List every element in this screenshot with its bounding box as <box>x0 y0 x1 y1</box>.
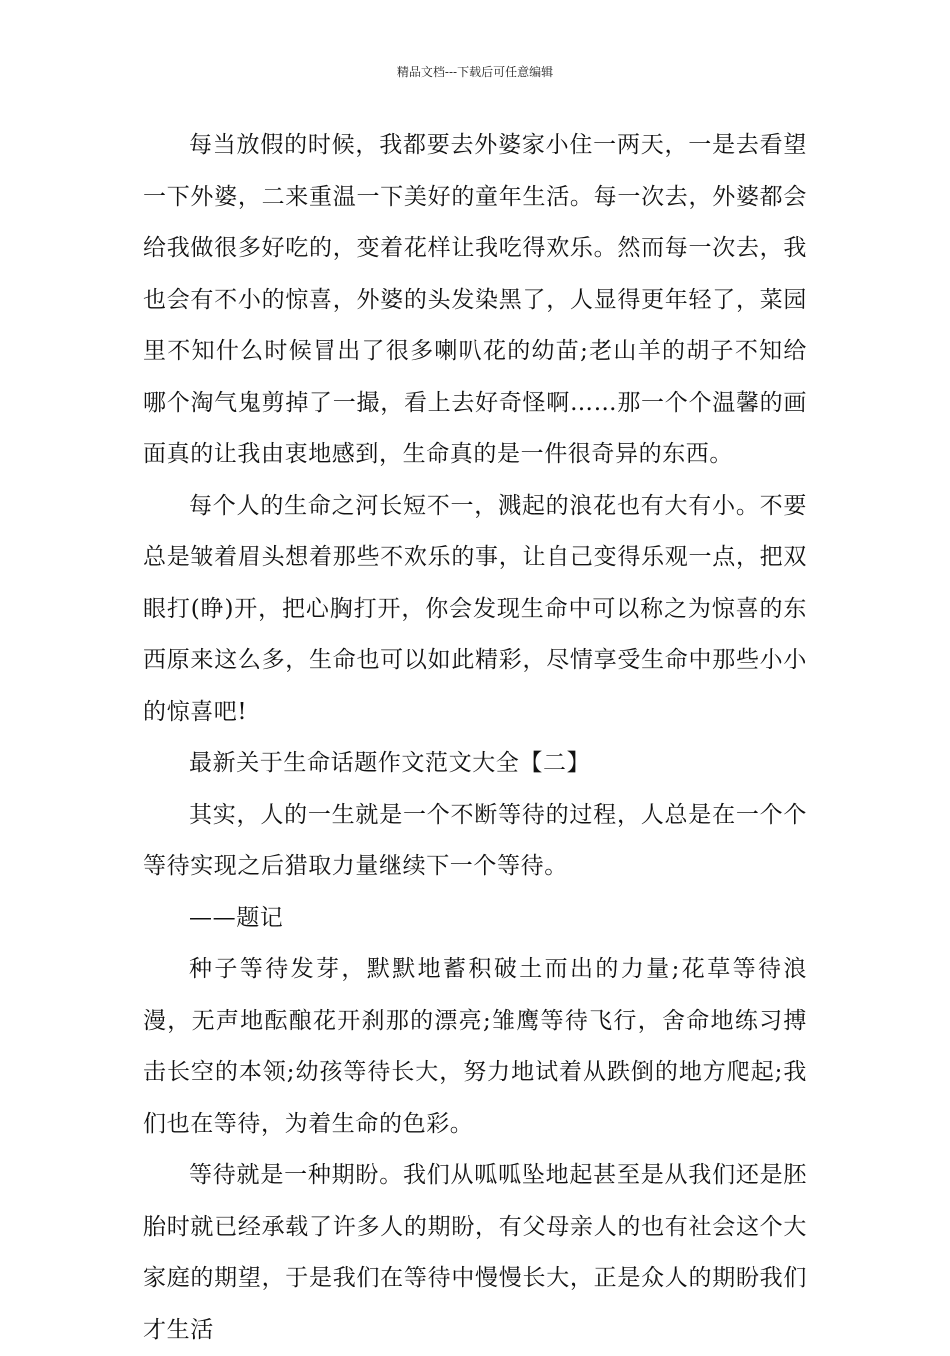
paragraph-river-of-life: 每个人的生命之河长短不一，溅起的浪花也有大有小。不要总是皱着眉头想着那些不欢乐的事，让自己变得乐观一点，把双眼打(睁)开，把心胸打开，你会发现生命中可以称之为惊喜的东西原来这么多，生命也可以如此精彩，尽情享受生命中那些小小的惊喜吧! <box>143 492 807 725</box>
page-header: 精品文档---下载后可任意编辑 <box>396 65 554 79</box>
paragraph-waiting-examples: 种子等待发芽，默默地蓄积破土而出的力量;花草等待浪漫，无声地酝酿花开刹那的漂亮;雏鹰等待飞行，舍命地练习搏击长空的本领;幼孩等待长大，努力地试着从跌倒的地方爬起;我们也在等待，为着生命的色彩。 <box>143 956 807 1137</box>
section-heading: 最新关于生命话题作文范文大全【二】 <box>189 750 591 776</box>
paragraph-grandma-visits: 每当放假的时候，我都要去外婆家小住一两天，一是去看望一下外婆，二来重温一下美好的童年生活。每一次去，外婆都会给我做很多好吃的，变着花样让我吃得欢乐。然而每一次去，我也会有不小的惊喜，外婆的头发染黑了，人显得更年轻了，菜园里不知什么时候冒出了很多喇叭花的幼苗;老山羊的胡子不知给哪个淘气鬼剪掉了一撮，看上去好奇怪啊……那一个个温馨的画面真的让我由衷地感到，生命真的是一件很奇异的东西。 <box>143 132 807 467</box>
paragraph-waiting-hope: 等待就是一种期盼。我们从呱呱坠地起甚至是从我们还是胚胎时就已经承载了许多人的期盼，有父母亲人的也有社会这个大家庭的期望，于是我们在等待中慢慢长大，正是众人的期盼我们才生活 <box>143 1162 807 1343</box>
epigraph-attribution: ——题记 <box>189 904 284 931</box>
document-body <box>143 120 807 1356</box>
paragraph-epigraph: 其实，人的一生就是一个不断等待的过程，人总是在一个个等待实现之后猎取力量继续下一个等待。 <box>143 801 807 879</box>
